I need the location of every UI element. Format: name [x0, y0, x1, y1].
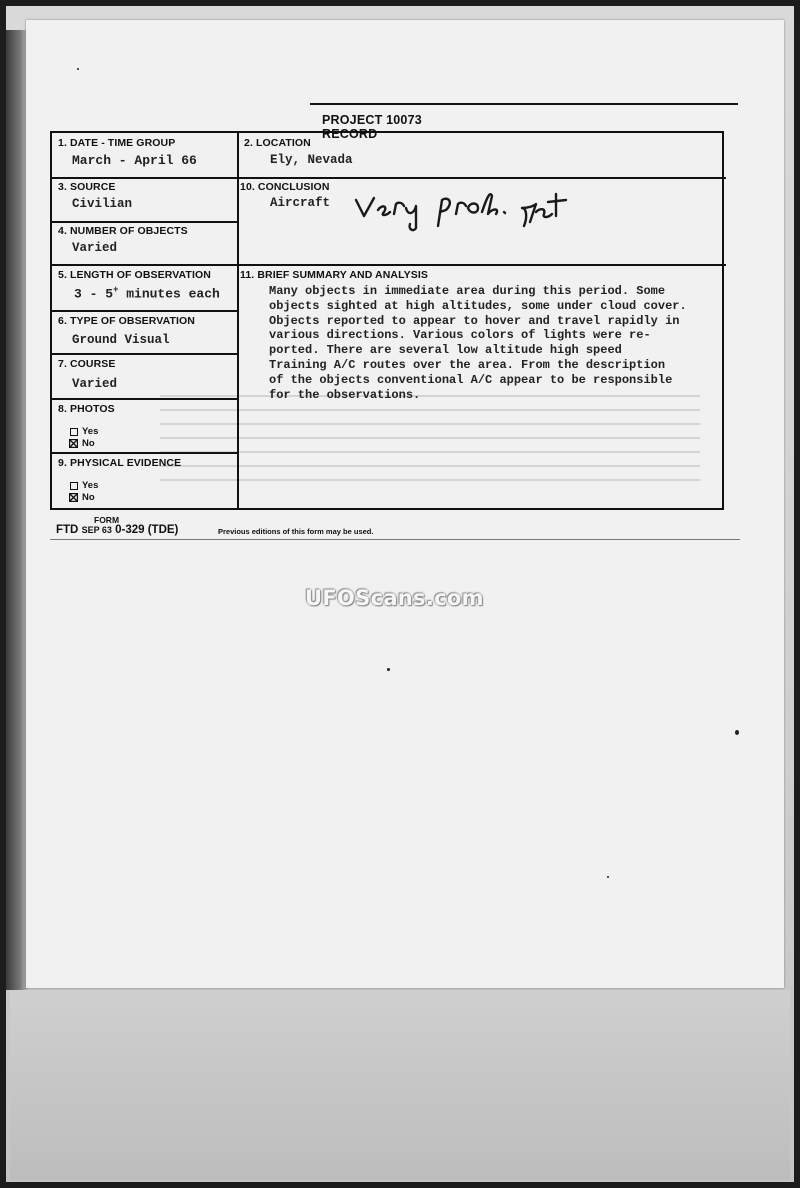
scan-speck	[735, 730, 739, 735]
column-divider	[237, 133, 239, 508]
row-divider	[52, 310, 237, 312]
watermark: UFOScans.com	[305, 586, 484, 610]
type-of-observation-value: Ground Visual	[72, 333, 170, 347]
form-word: FORM	[94, 515, 120, 525]
photos-label: 8. PHOTOS	[58, 403, 115, 415]
row-divider	[52, 452, 237, 454]
row-divider	[52, 221, 237, 223]
date-time-group-label: 1. DATE - TIME GROUP	[58, 137, 176, 149]
location-value: Ely, Nevada	[270, 153, 353, 167]
checkbox-checked-icon	[69, 439, 78, 448]
form-code: FTD SEP 63 0-329 (TDE)	[56, 524, 179, 536]
conclusion-label: 10. CONCLUSION	[240, 181, 330, 193]
footer-rule	[50, 539, 740, 540]
project-title: PROJECT 10073 RECORD	[322, 113, 422, 141]
length-of-observation-value: 3 - 5+ minutes each	[74, 285, 220, 302]
summary-line: objects sighted at high altitudes, some under cloud cover.	[269, 298, 687, 313]
type-of-observation-label: 6. TYPE OF OBSERVATION	[58, 315, 195, 327]
row-divider	[52, 398, 237, 400]
scan-speck	[387, 668, 390, 671]
scan-speck	[77, 68, 79, 70]
title-rule	[310, 103, 738, 105]
checkbox-checked-icon	[69, 493, 78, 502]
physical-evidence-label: 9. PHYSICAL EVIDENCE	[58, 457, 182, 469]
summary-line: Objects reported to appear to hover and travel rapidly in	[269, 313, 680, 328]
row-divider	[52, 177, 237, 179]
length-of-observation-label: 5. LENGTH OF OBSERVATION	[58, 269, 211, 281]
brief-summary-text	[269, 284, 709, 402]
physical-evidence-no-option[interactable]: No	[69, 492, 95, 503]
number-of-objects-label: 4. NUMBER OF OBJECTS	[58, 225, 188, 237]
scan-speck	[607, 876, 609, 878]
handwritten-annotation	[352, 186, 592, 234]
summary-line: Many objects in immediate area during this period. Some	[269, 284, 666, 298]
course-value: Varied	[72, 377, 118, 391]
source-label: 3. SOURCE	[58, 181, 116, 193]
checkbox-empty-icon	[70, 428, 78, 436]
course-label: 7. COURSE	[58, 358, 116, 370]
date-time-group-value: March - April 66	[72, 153, 197, 168]
summary-line: ported. There are several low altitude high speed	[269, 343, 622, 358]
row-divider	[237, 177, 726, 179]
number-of-objects-value: Varied	[72, 241, 118, 255]
summary-line: for the observations.	[269, 387, 421, 402]
form-note: Previous editions of this form may be used.	[218, 527, 374, 536]
photos-yes-option[interactable]: Yes	[70, 426, 98, 437]
physical-evidence-yes-option[interactable]: Yes	[70, 480, 98, 491]
row-divider	[52, 353, 237, 355]
photos-no-option[interactable]: No	[69, 438, 95, 449]
summary-line: of the objects conventional A/C appear to be responsible	[269, 372, 673, 387]
checkbox-empty-icon	[70, 482, 78, 490]
brief-summary-label: 11. BRIEF SUMMARY AND ANALYSIS	[240, 269, 428, 281]
row-divider	[52, 264, 237, 266]
summary-line: various directions. Various colors of lights were re-	[269, 328, 651, 343]
location-label: 2. LOCATION	[244, 137, 311, 149]
row-divider	[237, 264, 726, 266]
summary-line: Training A/C routes over the area. From the description	[269, 357, 666, 372]
scan-lower-area	[10, 990, 790, 1180]
source-value: Civilian	[72, 197, 133, 211]
conclusion-value: Aircraft	[270, 196, 331, 210]
